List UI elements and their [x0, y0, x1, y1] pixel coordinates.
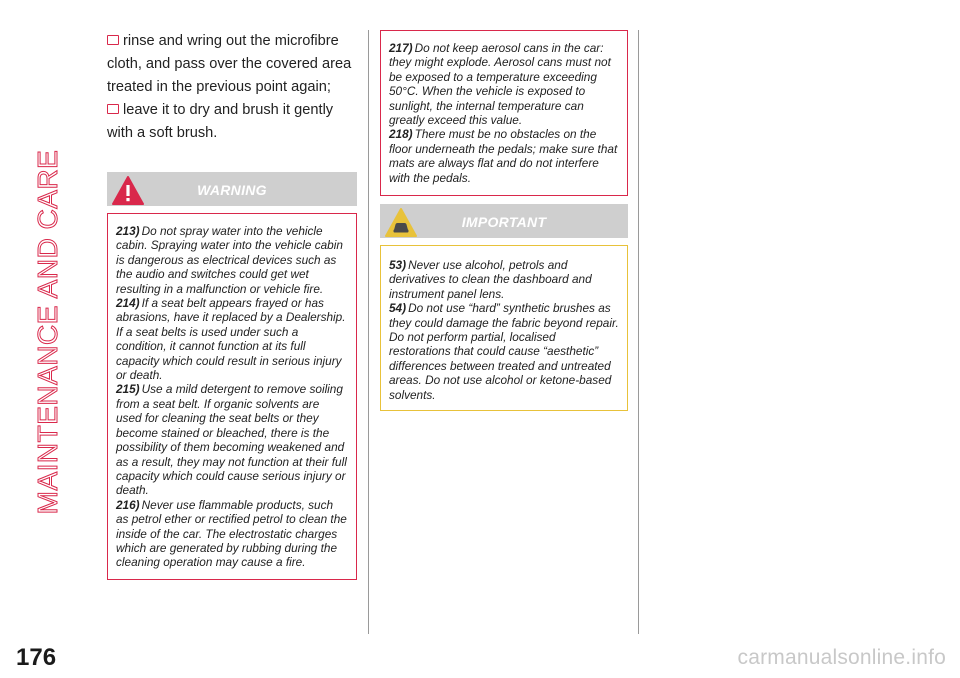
step-item: [107, 30, 357, 99]
note-text: If a seat belt appears frayed or has abrasions, have it replaced by a Dealership. If a seat belts is used under such a condition, it cannot function at its full capacity which could result in serious injury or death.: [116, 296, 346, 383]
warning-banner: [107, 172, 357, 206]
side-section-title-text: MAINTENANCE AND CARE: [32, 149, 63, 515]
column-divider: [368, 30, 369, 634]
note-item: [389, 127, 619, 185]
column-left: [107, 30, 357, 580]
note-number: 213): [116, 224, 140, 238]
important-title: IMPORTANT: [461, 214, 547, 230]
note-item: [116, 224, 348, 296]
page-number: 176: [16, 644, 57, 671]
warning-box-continued: [380, 30, 628, 196]
note-number: 218): [389, 127, 413, 142]
note-number: 214): [116, 296, 140, 311]
step-item: [107, 99, 357, 145]
note-text: Do not spray water into the vehicle cabin. Spraying water into the vehicle cabin is dangerous as electrical devices such as the audio and switches could get wet resulting in a malfunction or vehicle fire.: [116, 224, 343, 296]
checkbox-bullet-icon: [107, 104, 119, 114]
note-number: 54): [389, 301, 407, 316]
important-box: [380, 245, 628, 411]
note-text: Never use flammable products, such as petrol ether or rectified petrol to clean the inside of the car. The electrostatic charges which are generated by rubbing during the cleaning operation may cause a fire.: [116, 497, 347, 570]
important-car-icon: [384, 206, 418, 240]
note-text: There must be no obstacles on the floor underneath the pedals; make sure that mats are always flat and do not interfere with the pedals.: [389, 127, 618, 185]
note-number: 216): [116, 497, 140, 512]
note-item: [389, 258, 619, 301]
column-middle: [380, 30, 628, 411]
step-text: leave it to dry and brush it gently with a soft brush.: [107, 102, 334, 141]
warning-triangle-icon: [111, 174, 145, 208]
note-number: 217): [389, 41, 413, 55]
note-number: 53): [389, 258, 407, 272]
note-text: Use a mild detergent to remove soiling from a seat belt. If organic solvents are used for cleaning the seat belts or they become stained or bleached, there is the possibility of them becoming weakened and as a result, they may not function at their full capacity which could cause serious injury or death.: [116, 382, 347, 498]
note-text: Do not use “hard” synthetic brushes as they could damage the fabric beyond repair. Do not perform partial, localised restorations that could cause “aesthetic” differences between treated and untreated areas. Do not use alcohol or ketone-based solvents.: [389, 301, 619, 402]
note-number: 215): [116, 382, 140, 397]
step-text: rinse and wring out the microfibre cloth, and pass over the covered area treated in the previous point again;: [107, 33, 352, 95]
note-text: Do not keep aerosol cans in the car: they might explode. Aerosol cans must not be exposed to a temperature exceeding 50°C. When the vehicle is exposed to sunlight, the internal temperature can greatly exceed this value.: [389, 41, 611, 128]
warning-title: WARNING: [197, 182, 267, 198]
column-divider: [638, 30, 639, 634]
note-item: [389, 41, 619, 127]
important-banner: [380, 204, 628, 238]
warning-box: [107, 213, 357, 580]
note-item: [389, 301, 619, 402]
watermark-text: carmanualsonline.info: [737, 646, 946, 669]
note-item: [116, 382, 348, 497]
note-item: [116, 296, 348, 382]
checkbox-bullet-icon: [107, 35, 119, 45]
note-text: Never use alcohol, petrols and derivatives to clean the dashboard and instrument panel lens.: [389, 258, 592, 301]
note-item: [116, 498, 348, 570]
